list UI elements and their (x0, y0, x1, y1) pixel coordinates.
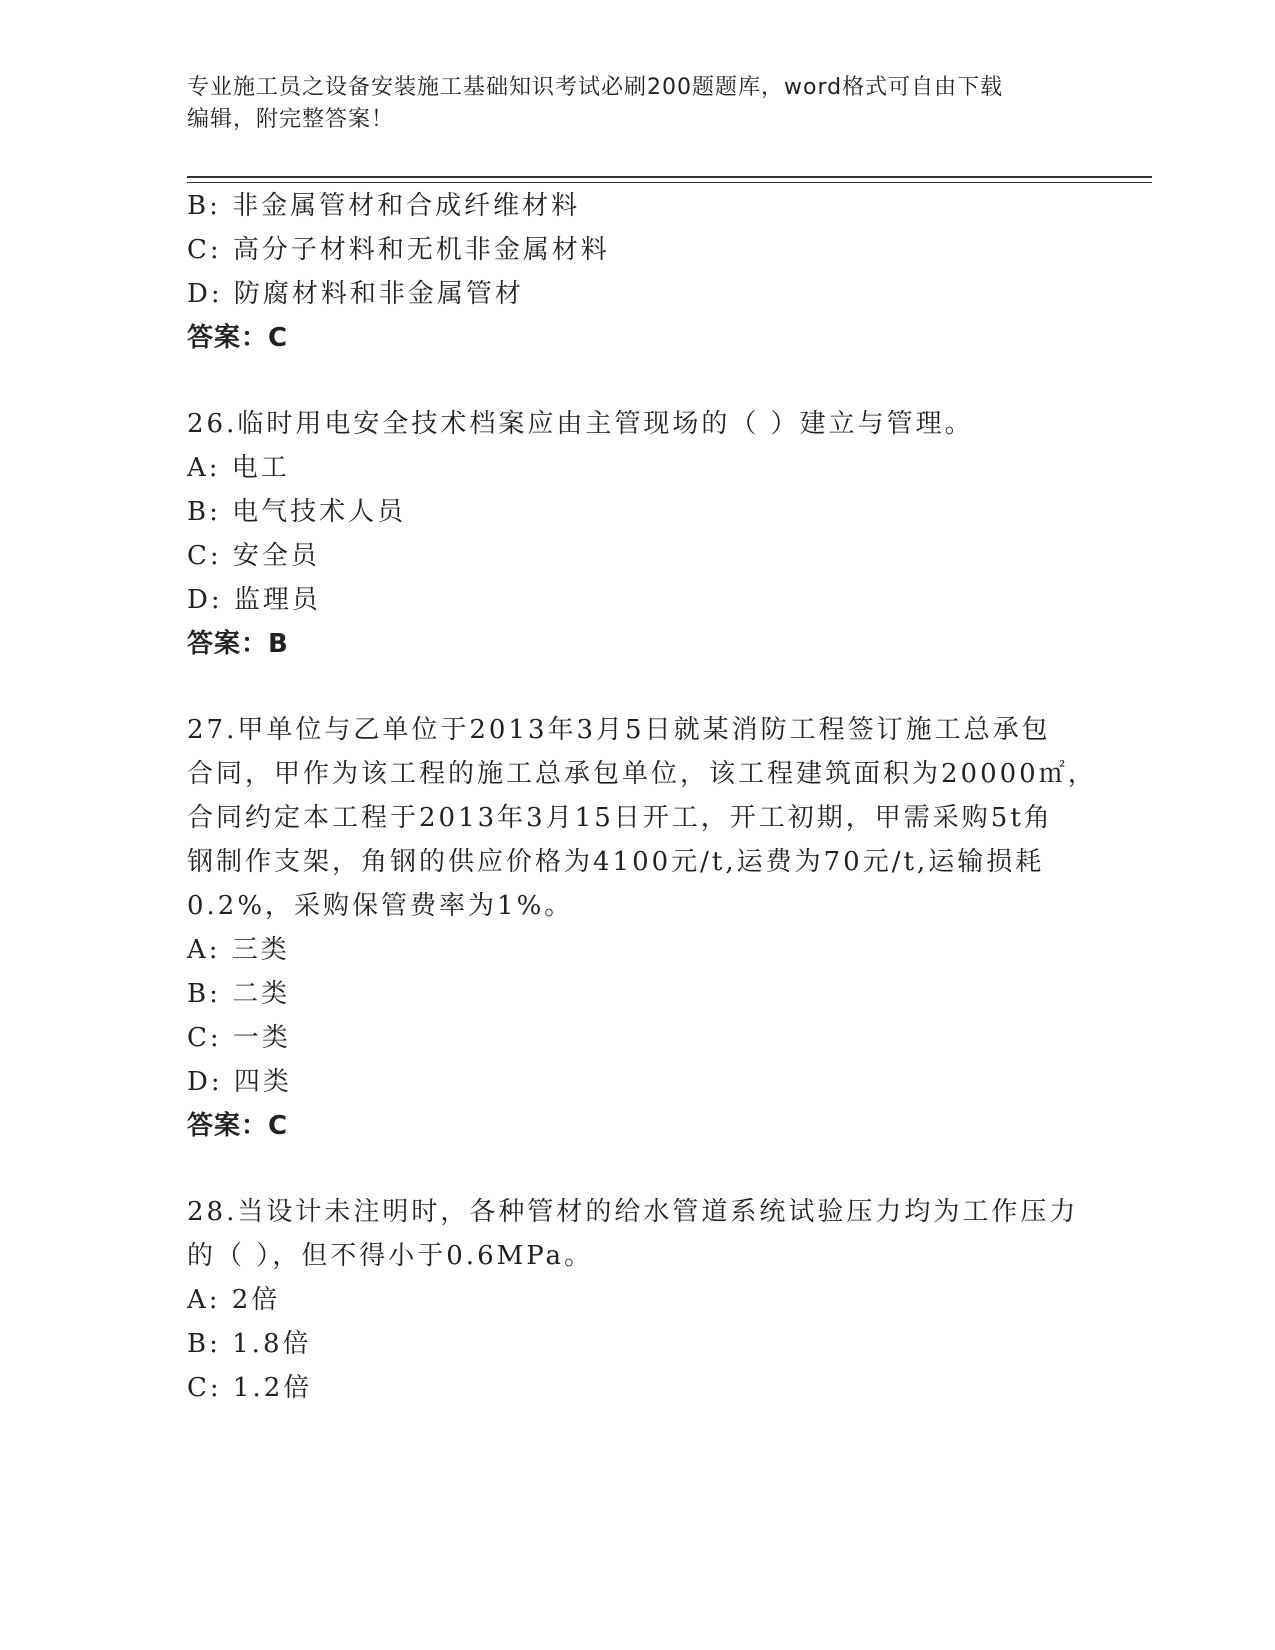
header-divider-thick (187, 176, 1152, 178)
header-line-1: 专业施工员之设备安装施工基础知识考试必刷200题题库，word格式可自由下载 (187, 75, 1004, 100)
question-stem-line: 27.甲单位与乙单位于2013年3月5日就某消防工程签订施工总承包 (187, 715, 1051, 745)
option-d: D: 四类 (187, 1067, 292, 1097)
question-stem-line: 的（ ），但不得小于0.6MPa。 (187, 1241, 594, 1271)
question-stem: 26.临时用电安全技术档案应由主管现场的（ ）建立与管理。 (187, 409, 974, 439)
question-stem-line: 0.2%，采购保管费率为1%。 (187, 891, 574, 921)
question-stem-line: 28.当设计未注明时，各种管材的给水管道系统试验压力均为工作压力 (187, 1197, 1079, 1227)
option-a: A: 电工 (187, 453, 290, 483)
option-c: C: 1.2倍 (187, 1373, 313, 1403)
header-line-2: 编辑，附完整答案！ (187, 107, 395, 132)
option-c: C: 安全员 (187, 541, 320, 571)
answer-label: 答案：C (187, 1111, 289, 1141)
option-a: A: 三类 (187, 935, 290, 965)
answer-label: 答案：B (187, 629, 289, 659)
document-header (187, 72, 1067, 136)
option-b: B: 二类 (187, 979, 291, 1009)
option-b: B: 电气技术人员 (187, 497, 407, 527)
option-d: D: 监理员 (187, 585, 321, 615)
question-stem-line: 合同，甲作为该工程的施工总承包单位，该工程建筑面积为20000㎡， (187, 759, 1097, 789)
option-a: A: 2倍 (187, 1285, 281, 1315)
header-divider-thin (187, 182, 1152, 183)
answer-label: 答案：C (187, 323, 289, 353)
option-d: D: 防腐材料和非金属管材 (187, 279, 524, 309)
option-c: C: 高分子材料和无机非金属材料 (187, 235, 610, 265)
question-stem-line: 钢制作支架，角钢的供应价格为4100元/t,运费为70元/t,运输损耗 (187, 847, 1045, 877)
question-stem-line: 合同约定本工程于2013年3月15日开工，开工初期，甲需采购5t角 (187, 803, 1053, 833)
option-c: C: 一类 (187, 1023, 291, 1053)
option-b: B: 非金属管材和合成纤维材料 (187, 191, 581, 221)
option-b: B: 1.8倍 (187, 1329, 312, 1359)
